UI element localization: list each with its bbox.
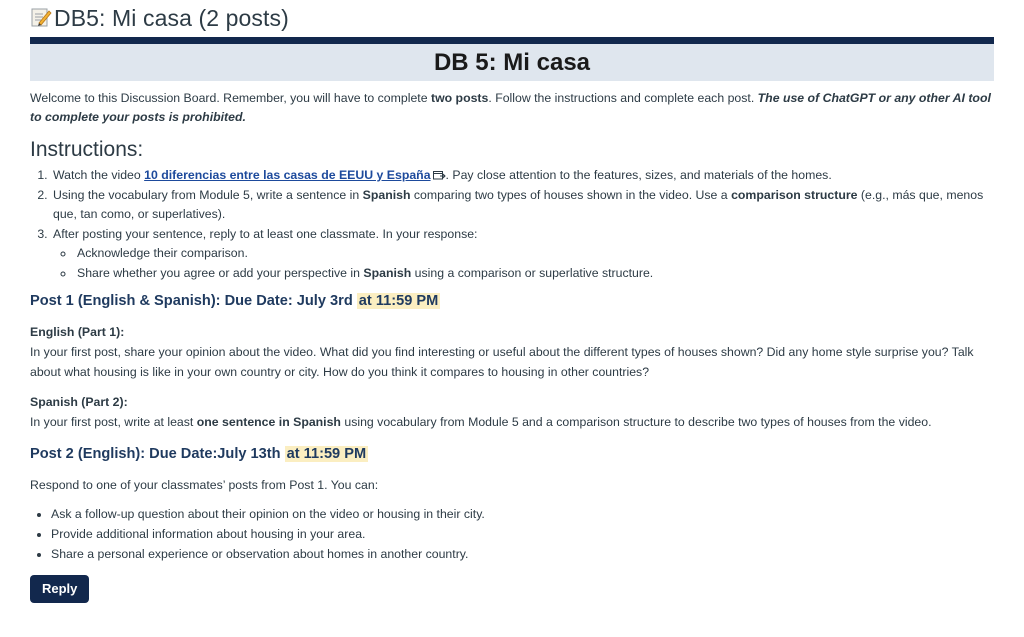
instruction-step-2: 2. Using the vocabulary from Module 5, write a sentence in Spanish comparing two types of houses shown in the video. Use a comparison structure (e.g., más que, menos que, tan como, or superlatives).	[51, 186, 994, 225]
instruction-step-1: 1. Watch the video 10 diferencias entre las casas de EEUU y España . Pay close attention to the features, sizes, and materials of the homes.	[51, 166, 994, 186]
video-link[interactable]: 10 diferencias entre las casas de EEUU y España	[144, 168, 431, 182]
banner-heading: DB 5: Mi casa	[30, 44, 994, 81]
post2-options-list	[30, 504, 994, 564]
instruction-substep-1: ◦ Acknowledge their comparison.	[75, 244, 994, 264]
post2-option: • Ask a follow-up question about their opinion on the video or housing in their city.	[51, 504, 994, 524]
english-part-text: In your first post, share your opinion about the video. What did you find interesting or useful about the different types of houses shown? Did any home style surprise you? Talk about what housing is like in your own country or city. How do you think it compares to housing in other countries?	[30, 345, 974, 379]
header-divider-bar	[30, 37, 994, 44]
post2-time-highlight: at 11:59 PM	[286, 446, 367, 462]
post2-option: • Provide additional information about housing in your area.	[51, 524, 994, 544]
instruction-substep-2: ◦ Share whether you agree or add your perspective in Spanish using a comparison or superlative structure.	[75, 264, 994, 284]
post2-intro: Respond to one of your classmates’ posts from Post 1. You can:	[30, 478, 379, 492]
post2-option: • Share a personal experience or observation about homes in another country.	[51, 544, 994, 564]
instructions-list	[30, 166, 994, 283]
spanish-part-label: Spanish (Part 2):	[30, 395, 128, 409]
reply-button[interactable]: Reply	[30, 575, 89, 603]
post2-heading: Post 2 (English): Due Date:July 13th at 11:59 PM	[30, 446, 367, 462]
spanish-part-text: In your first post, write at least one sentence in Spanish using vocabulary from Module 5 and a comparison structure to describe two types of houses from the video.	[30, 415, 932, 429]
discussion-page	[30, 0, 994, 603]
page-title: DB5: Mi casa (2 posts)	[54, 4, 289, 31]
page-title-row	[30, 0, 994, 36]
english-part-label: English (Part 1):	[30, 325, 125, 339]
instruction-step-3: 3. After posting your sentence, reply to at least one classmate. In your response: ◦ Acknowledge their comparison. ◦ Share whether you agree or add your perspective in Spanish using a comparison or superlative structure.	[51, 225, 994, 284]
welcome-text: Welcome to this Discussion Board. Remember, you will have to complete two posts. Follow the instructions and complete each post. The use of ChatGPT or any other AI tool to complete your posts is prohibited.	[30, 91, 991, 124]
post1-heading: Post 1 (English & Spanish): Due Date: July 3rd at 11:59 PM	[30, 293, 439, 309]
external-link-icon	[433, 170, 446, 180]
instruction-substeps	[53, 244, 994, 283]
instructions-heading: Instructions:	[30, 138, 144, 161]
post1-time-highlight: at 11:59 PM	[358, 293, 439, 309]
memo-pencil-icon	[30, 6, 52, 28]
